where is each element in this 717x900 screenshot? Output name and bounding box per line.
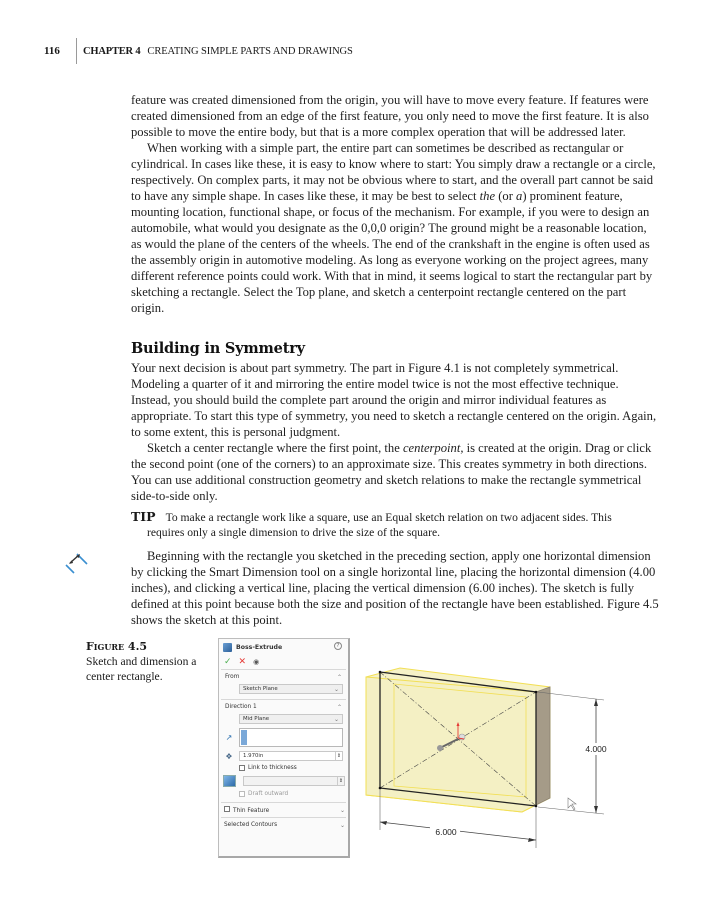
running-head-divider [76,38,77,64]
link-thickness-checkbox[interactable] [239,765,245,771]
direction-selection-box[interactable] [239,728,343,747]
depth-spinner[interactable]: ⇕ [336,753,342,759]
from-group [219,670,348,694]
draft-toggle-icon[interactable] [223,775,236,787]
direction1-group [219,700,348,797]
page-number: 116 [44,45,60,57]
direction-row [222,728,345,747]
end-condition-value: Mid Plane [243,716,270,722]
paragraph-2-emphasis-a: a [516,189,523,203]
end-condition-select[interactable] [239,714,343,724]
direction1-group-label: Direction 1 [225,704,257,710]
thin-feature-label: Thin Feature [233,808,270,814]
draft-row [222,775,345,787]
depth-input[interactable] [239,751,343,761]
figure-caption [86,639,211,684]
ok-check-icon[interactable]: ✓ [224,657,232,667]
collapse-caret-icon[interactable]: ⌃ [336,673,342,681]
thin-feature-header[interactable] [219,803,348,817]
draft-outward-label: Draft outward [248,791,289,797]
tip-box [131,509,661,540]
paragraph-4-text-b: is created at the origin. Drag or click the second point (one of the corners) to an approximate size. This creates symmetry in both directions. You can use additional construction geometry and sketch relations to make the rectangle symmetrical side-to-side only. [131,441,652,503]
direction-arrow-icon: ↗ [225,733,233,742]
paragraph-2-emphasis-the: the [479,189,496,203]
section-heading: Building in Symmetry [131,340,305,357]
figure-caption-text: Sketch and dimension a center rectangle. [86,655,197,683]
extrude-side-face [536,687,550,805]
collapse-caret-icon[interactable]: ⌃ [336,703,342,711]
property-manager-title: Boss-Extrude [236,643,283,651]
horizontal-dimension-value[interactable]: 6.000 [435,827,457,837]
depth-row [222,751,345,761]
paragraph-2-text-c: ) prominent feature, mounting location, functional shape, or focus of the mechanism. For example, if you were to design an automobile, what would you designate as the 0,0,0 origin? The ground might be a reasonable location, as would the plane of the centers of the wheels. The end of the crankshaft in the engine is often used as the assembly origin in automotive modeling. As long as everyone working on the project agrees, many different reference points could work. With that in mind, it seems logical to start the rectangular part by sketching a rectangle. Select the Top plane, and sketch a centerpoint rectangle centered on the part origin. [131,189,653,315]
boss-extrude-property-manager [218,638,350,858]
paragraph-2 [131,140,659,316]
paragraph-4 [131,440,659,504]
smart-dimension-icon [62,551,92,577]
dropdown-chevron-icon: ⌄ [333,715,339,723]
help-icon[interactable]: ? [334,642,342,650]
from-select-value: Sketch Plane [243,686,278,692]
mouse-pointer-icon [568,798,576,810]
thin-feature-checkbox[interactable] [224,806,230,812]
link-thickness-label: Link to thickness [248,765,297,771]
body-block-3 [131,548,659,628]
tip-line-2: requires only a single dimension to drive the size of the square. [147,526,440,539]
direction1-group-header[interactable] [222,700,345,714]
paragraph-2-text-a: When working with a simple part, the entire part can sometimes be described as rectangular or cylindrical. In cases like these, it is easy to know where to start: You simply draw a rectangle or a circle, respectively. On complex parts, it may not be obvious where to start, and the overall part cannot be said to have any simple shape. In cases like these, it may be best to select [131,141,656,203]
dropdown-chevron-icon: ⌄ [333,685,339,693]
paragraph-1: feature was created dimensioned from the origin, you will have to move every feature. If features were created dimensioned from an edge of the first feature, you only need to move the first feature. It is also possible to move the entire body, but that is a more complex operation that will be addressed later. [131,93,649,139]
paragraph-5: Beginning with the rectangle you sketched in the preceding section, apply one horizontal dimension by clicking the Smart Dimension tool on a single horizontal line, placing the horizontal dimension (4.00 inches), and clicking a vertical line, placing the vertical dimension (6.00 inches). The sketch is fully defined at this point because both the size and position of the rectangle have been established. Figure 4.5 shows the sketch at this point. [131,549,659,627]
vertical-dimension-value[interactable]: 4.000 [585,744,607,754]
paragraph-3: Your next decision is about part symmetry. The part in Figure 4.1 is not completely symmetrical. Modeling a quarter of it and mirroring the entire model twice is not the most effective technique. Instead, you should build the complete part around the origin and mirror individual features as appropriate. To start this type of symmetry, you need to sketch a rectangle centered on the origin. Again, to some extent, this is personal judgment. [131,361,657,439]
property-manager-actions [219,655,348,669]
link-thickness-row [239,765,345,771]
boss-extrude-icon [223,643,232,652]
vertical-extension-bottom [538,807,604,814]
draft-spinner[interactable]: ⇕ [338,778,344,784]
extrude-preview-graphics [350,640,620,850]
depth-icon: ❖ [225,751,233,761]
selected-contours-header[interactable] [219,818,348,832]
from-group-header[interactable] [222,670,345,684]
draft-outward-checkbox[interactable] [239,791,245,797]
chapter-label: CHAPTER 4 [83,45,141,57]
property-manager-header [219,639,348,655]
body-block-2 [131,360,659,504]
detailed-preview-eye-icon[interactable]: ◉ [253,658,260,666]
paragraph-2-text-b: (or [495,189,517,203]
cancel-x-icon[interactable]: ✕ [238,657,247,667]
figure-number: Figure 4.5 [86,640,148,653]
from-select[interactable] [239,684,343,694]
expand-chevron-icon[interactable]: ⌄ [339,806,345,814]
tip-label: TIP [131,509,156,524]
selection-indicator [241,730,247,745]
expand-chevron-icon[interactable]: ⌄ [339,821,345,829]
body-block-1 [131,92,659,316]
depth-value: 1.970in [243,753,264,759]
from-group-label: From [225,674,240,680]
tip-line-1: To make a rectangle work like a square, use an Equal sketch relation on two adjacent sides. This [165,511,612,524]
running-head [44,38,353,64]
thin-feature-group [224,806,269,814]
paragraph-4-text-a: Sketch a center rectangle where the first point, the [147,441,403,455]
paragraph-4-emphasis: centerpoint, [402,441,464,455]
draft-angle-input[interactable] [243,776,345,786]
selected-contours-label: Selected Contours [224,822,278,828]
chapter-title: CREATING SIMPLE PARTS AND DRAWINGS [147,45,353,57]
